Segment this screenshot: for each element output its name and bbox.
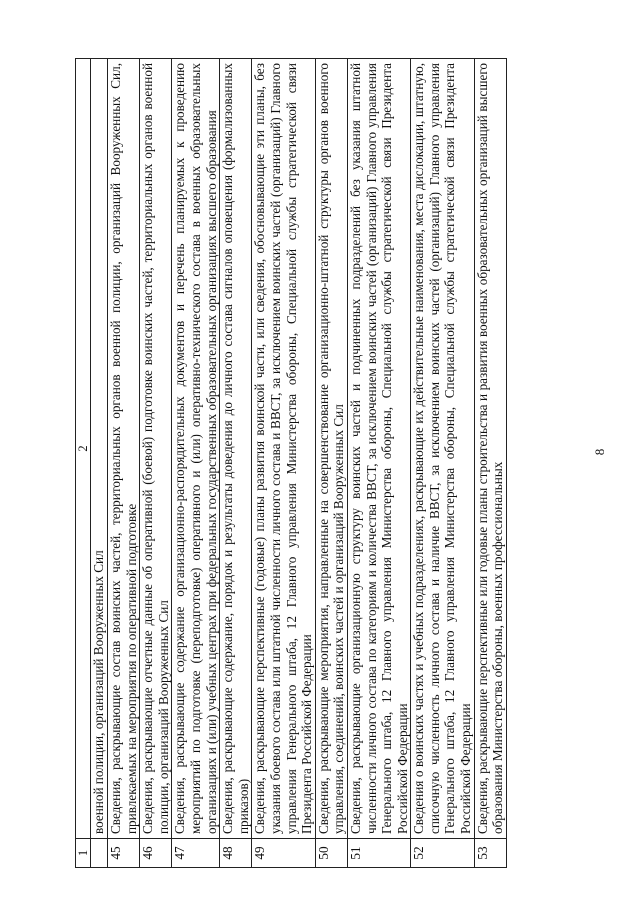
- row-text-content: Сведения, раскрывающие отчетные данные об оперативной (боевой) подготовке воинских частей, территориальных органов военной полиции, организаций Вооруженных Сил: [140, 63, 171, 834]
- table-row: [91, 59, 108, 868]
- row-number: [91, 839, 108, 868]
- row-text: [315, 59, 347, 839]
- row-text-content: Сведения, раскрывающие перспективные (годовые) планы развития воинской части, или сведения, обосновывающие эти планы, без указания боевого состава или штатной численности личного состава и ВВСТ, за исключением воинских частей (организаций) Главного управления Генерального штаба, 12 Главного управления Министерства обороны, Специальной службы стратегической связи Президента Российской Федерации: [252, 63, 315, 834]
- row-text-content: Сведения, раскрывающие содержание, порядок и результаты доведения до личного состава сигналов оповещения (формализованных приказов): [220, 63, 251, 834]
- table-row: [315, 59, 347, 868]
- row-text-content: Сведения, раскрывающие перспективные или годовые планы строительства и развития военных образовательных организаций высшего образования Министерства обороны, военных профессиональных: [474, 63, 506, 834]
- table-row: [347, 59, 410, 868]
- table-row: [172, 59, 220, 868]
- row-text: [108, 59, 140, 839]
- table-row: [220, 59, 252, 868]
- row-text: [172, 59, 220, 839]
- document-table: [75, 58, 507, 868]
- table-row: [108, 59, 140, 868]
- row-text-content: Сведения, раскрывающие организационную структуру воинских частей и подчиненных подразделений без указания штатной численности личного состава по категориям и количества ВВСТ, за исключением воинских частей (организаций) Главного управления Генерального штаба, 12 Главного управления Министерства обороны, Специальной службы стратегической связи Президента Российской Федерации: [347, 63, 410, 834]
- row-number: 53: [474, 839, 506, 868]
- page-number: 8: [592, 448, 607, 456]
- table-row: [411, 59, 474, 868]
- row-text: [91, 59, 108, 839]
- table-header-cell: 2: [76, 59, 91, 839]
- row-text-content: Сведения, раскрывающие мероприятия, направленные на совершенствование организационно-штатной структуры органов военного управления, соединений, воинских частей и организаций Вооруженных Сил: [315, 63, 347, 834]
- table-header-cell: 1: [76, 839, 91, 868]
- table-header-row: [76, 59, 91, 868]
- table-row: [474, 59, 506, 868]
- row-number: 52: [411, 839, 474, 868]
- row-text: [220, 59, 252, 839]
- rotated-page-content: [75, 58, 580, 868]
- row-text: [347, 59, 410, 839]
- row-number: 51: [347, 839, 410, 868]
- row-number: 47: [172, 839, 220, 868]
- row-text-content: Сведения, раскрывающие содержание организационно-распорядительных документов и перечень планируемых к проведению мероприятий по подготовке (переподготовке) оперативного и (или) оперативно-технического состава в военных образовательных организациях и (или) учебных центрах при федеральных государственных образовательных организациях высшего образования: [172, 63, 219, 834]
- row-number: 49: [252, 839, 315, 868]
- row-number: 48: [220, 839, 252, 868]
- row-number: 50: [315, 839, 347, 868]
- row-text: [140, 59, 172, 839]
- row-number: 46: [140, 839, 172, 868]
- row-text: [411, 59, 474, 839]
- continuation-text: военной полиции, организаций Вооруженных Сил: [91, 550, 106, 834]
- row-text-content: Сведения о воинских частях и учебных подразделениях, раскрывающие их действительные наименования, места дислокации, штатную, списочную численность личного состава и наличие ВВСТ, за исключением воинских частей (организаций) Главного управления Генерального штаба, 12 Главного управления Министерства обороны, Специальной службы стратегической связи Президента Российской Федерации: [411, 63, 474, 834]
- row-text: [252, 59, 315, 839]
- row-number: 45: [108, 839, 140, 868]
- row-text: [474, 59, 506, 839]
- table-row: [252, 59, 315, 868]
- row-text-content: Сведения, раскрывающие состав воинских частей, территориальных органов военной полиции, организаций Вооруженных Сил, привлекаемых на мероприятия по оперативной подготовке: [108, 63, 139, 834]
- table-row: [140, 59, 172, 868]
